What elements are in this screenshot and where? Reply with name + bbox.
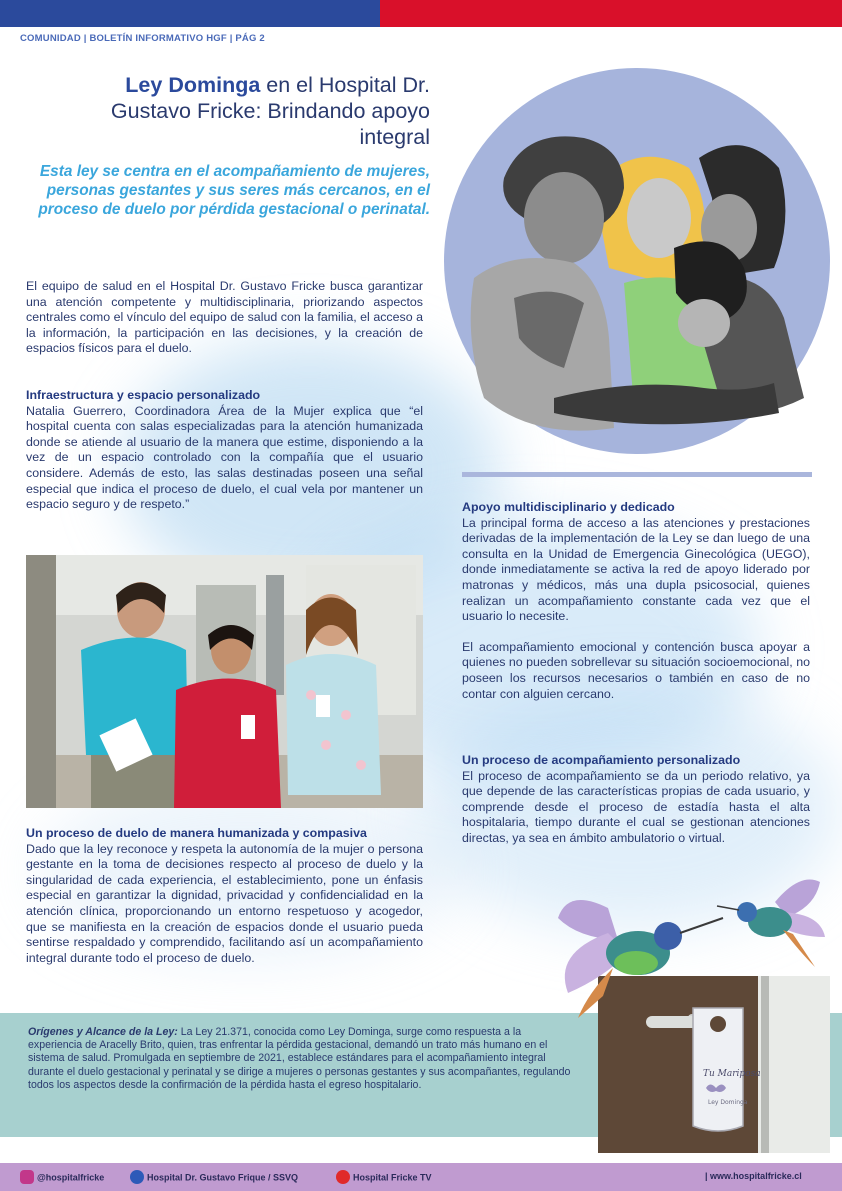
article-title (40, 72, 430, 150)
instagram-handle: @hospitalfricke (37, 1172, 105, 1183)
origins-body: La Ley 21.371, conocida como Ley Dominga, surge como respuesta a la experiencia de Aracelly Brito, quien, tras enfrentar la pérdida gestacional, demandó un trato más humano en el sistema de salud. Promulgada en septiembre de 2021, establece estándares para el acompañamiento integral durante el duelo gestacional y perinatal y se dirige a mujeres o personas gestantes y sus acompañantes, regulando todos los aspectos desde la confirmación de la pérdida hasta el egreso hospitalario. (28, 1026, 571, 1091)
intro-text: El equipo de salud en el Hospital Dr. Gustavo Fricke busca garantizar una atención competente y multidisciplinaria, priorizando aspectos centrales como el vínculo del equipo de salud con la familia, el acceso a la información, la participación en las decisiones, y la creación de espacios físicos para el duelo. (26, 279, 423, 356)
hummingbird-head (737, 902, 757, 922)
door-sign-small: Ley Dominga (708, 1099, 748, 1106)
hummingbird-large (548, 878, 728, 1028)
person-patterned-scrubs (286, 654, 381, 795)
top-color-bar (0, 0, 842, 27)
duelo-text: Dado que la ley reconoce y respeta la autonomía de la mujer o persona gestante en la toma de decisiones respecto al proceso de duelo y la singularidad de cada experiencia, el establecimiento, pone un énfasis especial en garantizar la dignidad, privacidad y confidencialidad en la atención clínica, proporcionando un entorno respetuoso y acogedor, que se manifiesta en la creación de espacios donde el usuario pueda sentirse respaldado y comprendido, facilitando así un acompañamiento integral durante todo el proceso de duelo. (26, 841, 423, 965)
footer-website[interactable]: | www.hospitalfricke.cl (705, 1171, 802, 1181)
staff-photo (26, 555, 423, 808)
door-sign-text: Tu Mariposa (703, 1069, 761, 1079)
intro-paragraph (26, 279, 423, 357)
title-rest: en el Hospital Dr. Gustavo Fricke: Brindando apoyo integral (110, 73, 430, 149)
top-bar-blue (0, 0, 380, 27)
staff-photo-drawing (26, 555, 423, 808)
infra-section (26, 388, 423, 513)
youtube-name: Hospital Fricke TV (353, 1172, 432, 1183)
instagram-icon (20, 1170, 34, 1184)
duelo-section (26, 826, 423, 966)
left-face (524, 172, 604, 264)
top-bar-red (380, 0, 842, 27)
apoyo-text-1: La principal forma de acceso a las atenciones y prestaciones derivadas de la implementación de la Ley se dan luego de una consulta en la Unidad de Emergencia Ginecológica (UEGO), donde inmediatamente se activa la red de apoyo liderado por matronas y médicos, más una dupla psicosocial, quienes realizan un acompañamiento constante cada vez que el usuario lo necesite. (462, 515, 810, 624)
infra-heading: Infraestructura y espacio personalizado (26, 388, 261, 402)
footer-facebook[interactable] (130, 1171, 298, 1185)
article-subtitle: Esta ley se centra en el acompañamiento de mujeres, personas gestantes y sus seres más cercanos, en el proceso de duelo por pérdida gestacional o perinatal. (38, 163, 430, 218)
origins-text (28, 1026, 576, 1092)
personal-section (462, 753, 810, 847)
apoyo-section (462, 500, 810, 702)
hummingbird-head (654, 922, 682, 950)
person-red-jacket (174, 679, 281, 809)
footer-youtube[interactable] (336, 1171, 432, 1185)
footer-instagram[interactable] (20, 1171, 104, 1185)
duelo-heading: Un proceso de duelo de manera humanizada y compasiva (26, 826, 367, 840)
infra-text: Natalia Guerrero, Coordinadora Área de la Mujer explica que “el hospital cuenta con salas especializadas para la atención humanizada donde se atiende al usuario de la manera que estime, disponiendo a la vez de un espacio controlado con la compañía que el usuario considere. Además de esto, las salas destinadas poseen una señal especial que indica el proceso de duelo, el cual vela por mantener un espacio seguro y de respeto.” (26, 403, 423, 512)
section-label: COMUNIDAD | BOLETÍN INFORMATIVO HGF | PÁG 2 (20, 33, 265, 44)
youtube-icon (336, 1170, 350, 1184)
footer-bar (0, 1163, 842, 1191)
apoyo-text-2: El acompañamiento emocional y contención busca apoyar a quienes no pueden sobrellevar su situación socioemocional, no poseen los recursos necesarios o también en caso de no contar con alguien cercano. (462, 639, 810, 701)
personal-text: El proceso de acompañamiento se da un periodo relativo, ya que depende de las características propias de cada usuario, y comprende desde el proceso de estadía hasta el alta hospitalaria, tiempo durante el cual se gestionan atenciones directas, ya sea en ámbito ambulatorio o virtual. (462, 768, 810, 845)
hummingbird-small (715, 872, 830, 972)
title-bold: Ley Dominga (125, 73, 261, 97)
facebook-icon (130, 1170, 144, 1184)
personal-heading: Un proceso de acompañamiento personalizado (462, 753, 741, 767)
facebook-name: Hospital Dr. Gustavo Frique / SSVQ (147, 1172, 299, 1183)
section-divider (462, 472, 812, 477)
women-embrace-illustration (444, 68, 830, 454)
apoyo-heading: Apoyo multidisciplinario y dedicado (462, 500, 675, 514)
origins-label: Orígenes y Alcance de la Ley: (28, 1026, 178, 1038)
child-face (678, 299, 730, 347)
